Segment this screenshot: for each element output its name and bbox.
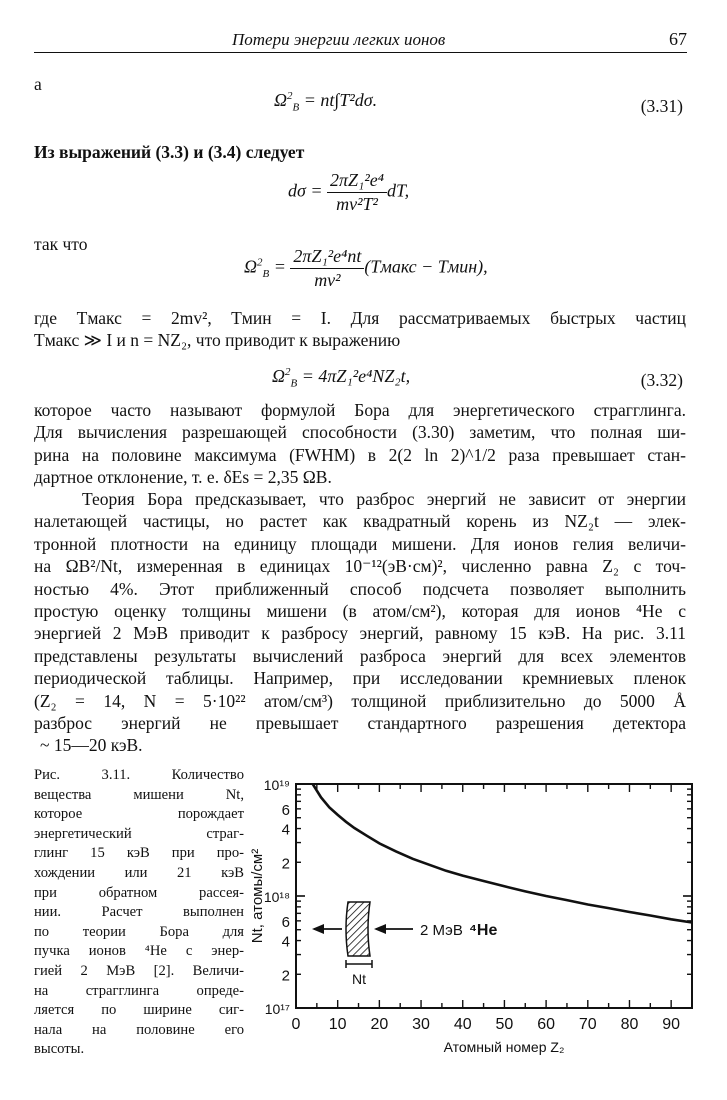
dsigma-lhs: dσ = xyxy=(288,180,323,201)
y-minor-label: 4 xyxy=(281,933,290,951)
caption-line: нии. Расчет выполнен xyxy=(34,904,244,921)
para2-line: энергией 2 МэВ приводит к разбросу энергий, равному 15 кэВ. На рис. 3.11 xyxy=(34,623,686,644)
omega-denominator: mv² xyxy=(314,270,341,290)
caption-line: гией 2 МэВ [2]. Величи- xyxy=(34,962,244,979)
caption-line: пучка ионов ⁴He с энер- xyxy=(34,943,244,960)
caption-line: на страгглинга опреде- xyxy=(34,982,244,999)
equation-3-31 xyxy=(274,90,378,114)
paragraph-bohr-theory xyxy=(34,488,686,757)
eq331-sup: 2 xyxy=(287,90,293,102)
omega-tail: (Tмакс − Tмин), xyxy=(364,256,488,277)
omega-eq: = xyxy=(273,256,286,277)
para2-line: на ΩB²/Nt, измеренная в единицах 10⁻¹²(эВ·см)², численно равна Z₂ с точ- xyxy=(34,556,686,577)
figure-caption xyxy=(34,766,244,1060)
page-number: 67 xyxy=(669,29,687,49)
x-tick-label: 20 xyxy=(370,1016,389,1033)
x-tick-label: 0 xyxy=(291,1016,301,1033)
caption-line: энергетический страг- xyxy=(34,825,244,842)
para2-line: тронной плотности на единицу площади мишени. Для ионов гелия величи- xyxy=(34,533,686,554)
paragraph-bohr-formula xyxy=(34,399,686,489)
y-minor-label: 2 xyxy=(281,967,290,985)
word-a: а xyxy=(34,74,42,94)
x-tick-label: 70 xyxy=(578,1016,597,1033)
para2-line: представлены результаты вычислений разброса энергий для всех элементов xyxy=(34,645,686,666)
beam-energy-label: 2 МэВ xyxy=(420,922,463,939)
y-minor-label: 6 xyxy=(281,801,290,819)
para2-line: простую оценку толщины мишени (в атом/см²), которая для ионов ⁴He с xyxy=(34,601,686,622)
x-tick-label: 90 xyxy=(662,1016,681,1033)
para1-line: рина на половине максимума (FWHM) в 2(2 ln 2)^1/2 раза превышает стан- xyxy=(34,444,686,465)
from-expressions-line: Из выражений (3.3) и (3.4) следует xyxy=(34,142,305,162)
y-decade-label: 10¹⁹ xyxy=(263,777,290,793)
x-tick-label: 10 xyxy=(328,1016,347,1033)
para2-line: (Z₂ = 14, N = 5·10²² атом/см³) толщиной приблизительно до 5000 Å xyxy=(34,690,686,711)
para2-line: Теория Бора предсказывает, что разброс энергий не зависит от энергии xyxy=(82,489,686,509)
so-that-line: так что xyxy=(34,234,88,254)
running-header xyxy=(34,28,687,53)
caption-line: при обратном рассея- xyxy=(34,884,244,901)
para2-line: периодической таблицы. Например, при исследовании кремниевых пленок xyxy=(34,668,686,689)
y-decade-label: 10¹⁷ xyxy=(264,1001,290,1017)
eq332-lhs: Ω xyxy=(272,366,286,386)
caption-line: глинг 15 кэВ при про- xyxy=(34,845,244,862)
caption-line: нала на половине его xyxy=(34,1021,244,1038)
y-minor-label: 4 xyxy=(281,821,290,839)
figure-3-11 xyxy=(248,770,708,1070)
omega-sup: 2 xyxy=(257,256,263,269)
beam-arrow-head xyxy=(374,924,386,934)
dsigma-tail: dT, xyxy=(386,180,410,201)
eq332-sup: 2 xyxy=(285,366,291,378)
x-tick-label: 40 xyxy=(453,1016,472,1033)
para1-line: Для вычисления разрешающей способности (3.30) заметим, что полная ши- xyxy=(34,422,686,443)
caption-line: высоты. xyxy=(34,1041,85,1058)
para1-line: которое часто называют формулой Бора для энергетического страгглинга. xyxy=(34,400,686,420)
omega-numerator: 2πZ₁²e⁴nt xyxy=(290,246,364,269)
equation-omega xyxy=(244,246,488,291)
para2-line: разброс энергий не превышает стандартного разрешения детектора xyxy=(34,713,686,734)
caption-line: по теории Бора для xyxy=(34,923,244,940)
caption-line: Рис. 3.11. Количество xyxy=(34,767,244,783)
x-axis-label: Атомный номер Z₂ xyxy=(443,1039,565,1055)
dsigma-denominator: mv²T² xyxy=(336,194,378,214)
equation-dsigma xyxy=(288,170,409,215)
eq332-rhs: = 4πZ₁²e⁴NZ₂t, xyxy=(301,366,411,386)
eq332-sub: B xyxy=(290,377,298,390)
where-line-1: где Tмакс = 2mv², Tмин = I. Для рассматриваемых быстрых частиц xyxy=(34,308,686,328)
eq331-sub: B xyxy=(292,101,300,114)
y-axis-label: Nt, атомы/см² xyxy=(249,848,266,944)
eq331-lhs: Ω xyxy=(274,90,288,110)
eq331-rhs: = nt∫T²dσ. xyxy=(303,90,378,110)
where-line-2: Tмакс ≫ I и n = NZ₂, что приводит к выражению xyxy=(34,330,401,350)
x-tick-label: 30 xyxy=(412,1016,430,1033)
equation-number-3-32: (3.32) xyxy=(640,370,683,390)
target-slab xyxy=(346,902,370,956)
para2-line: ~ 15—20 кэВ. xyxy=(40,735,143,756)
omega-sub: B xyxy=(262,268,270,281)
para2-line: налетающей частицы, но растет как квадратный корень из NZ₂t — элек- xyxy=(34,511,686,532)
thickness-label: Nt xyxy=(352,971,366,987)
equation-number-3-31: (3.31) xyxy=(640,96,683,116)
caption-line: вещества мишени Nt, xyxy=(34,786,244,803)
x-tick-label: 80 xyxy=(620,1016,639,1033)
running-title: Потери энергии легких ионов xyxy=(232,30,446,49)
para1-line: дартное отклонение, т. е. δEs = 2,35 ΩB. xyxy=(34,467,332,488)
nt-vs-z2-chart xyxy=(248,770,708,1070)
caption-line: которое порождает xyxy=(34,806,244,823)
x-tick-label: 60 xyxy=(537,1016,556,1033)
para2-line: ностью 4%. Этот приближенный способ подсчета позволяет выполнить xyxy=(34,578,686,599)
caption-line: хождении или 21 кэВ xyxy=(34,864,244,881)
omega-lhs: Ω xyxy=(244,256,258,277)
dsigma-numerator: 2πZ₁²e⁴ xyxy=(327,170,387,193)
omega-fraction xyxy=(290,246,364,291)
x-tick-label: 50 xyxy=(495,1016,514,1033)
caption-line: ляется по ширине сиг- xyxy=(34,1002,244,1019)
y-decade-label: 10¹⁸ xyxy=(263,889,290,905)
dsigma-fraction xyxy=(327,170,387,215)
exit-arrow-head xyxy=(312,924,324,934)
equation-3-32 xyxy=(272,366,411,390)
y-minor-label: 2 xyxy=(281,855,290,873)
ion-label: ⁴He xyxy=(469,922,498,939)
y-minor-label: 6 xyxy=(281,913,290,931)
